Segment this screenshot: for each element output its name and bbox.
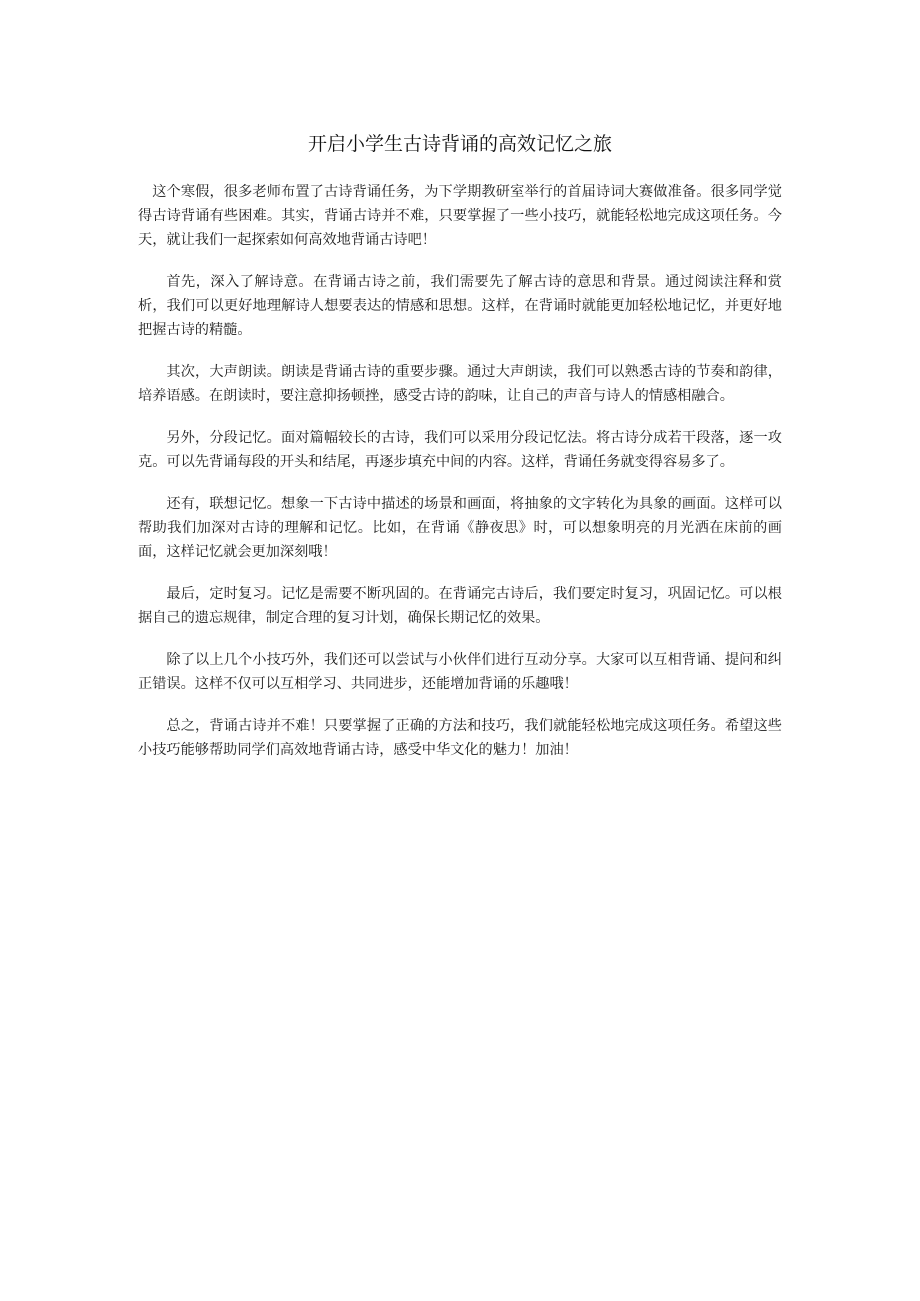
paragraph-conclusion: 总之，背诵古诗并不难！只要掌握了正确的方法和技巧，我们就能轻松地完成这项任务。希望这些小技巧能够帮助同学们高效地背诵古诗，感受中华文化的魅力！加油！ xyxy=(138,718,782,758)
document-body xyxy=(138,180,782,780)
paragraph-review: 最后，定时复习。记忆是需要不断巩固的。在背诵完古诗后，我们要定时复习，巩固记忆。可以根据自己的遗忘规律，制定合理的复习计划，确保长期记忆的效果。 xyxy=(138,586,782,626)
paragraph-read-aloud: 其次，大声朗读。朗读是背诵古诗的重要步骤。通过大声朗读，我们可以熟悉古诗的节奏和韵律，培养语感。在朗读时，要注意抑扬顿挫，感受古诗的韵味，让自己的声音与诗人的情感相融合。 xyxy=(138,364,782,404)
paragraph-segment-memory: 另外，分段记忆。面对篇幅较长的古诗，我们可以采用分段记忆法。将古诗分成若干段落，逐一攻克。可以先背诵每段的开头和结尾，再逐步填充中间的内容。这样，背诵任务就变得容易多了。 xyxy=(138,430,782,470)
paragraph-intro: 这个寒假，很多老师布置了古诗背诵任务，为下学期教研室举行的首届诗词大赛做准备。很多同学觉得古诗背诵有些困难。其实，背诵古诗并不难，只要掌握了一些小技巧，就能轻松地完成这项任务。今天，就让我们一起探索如何高效地背诵古诗吧！ xyxy=(138,184,782,248)
paragraph-association-memory: 还有，联想记忆。想象一下古诗中描述的场景和画面，将抽象的文字转化为具象的画面。这样可以帮助我们加深对古诗的理解和记忆。比如，在背诵《静夜思》时，可以想象明亮的月光洒在床前的画面，这样记忆就会更加深刻哦！ xyxy=(138,496,782,560)
paragraph-understand-meaning: 首先，深入了解诗意。在背诵古诗之前，我们需要先了解古诗的意思和背景。通过阅读注释和赏析，我们可以更好地理解诗人想要表达的情感和思想。这样，在背诵时就能更加轻松地记忆，并更好地把握古诗的精髓。 xyxy=(138,274,782,338)
paragraph-interaction: 除了以上几个小技巧外，我们还可以尝试与小伙伴们进行互动分享。大家可以互相背诵、提问和纠正错误。这样不仅可以互相学习、共同进步，还能增加背诵的乐趣哦！ xyxy=(138,652,782,692)
document-title: 开启小学生古诗背诵的高效记忆之旅 xyxy=(307,133,612,155)
